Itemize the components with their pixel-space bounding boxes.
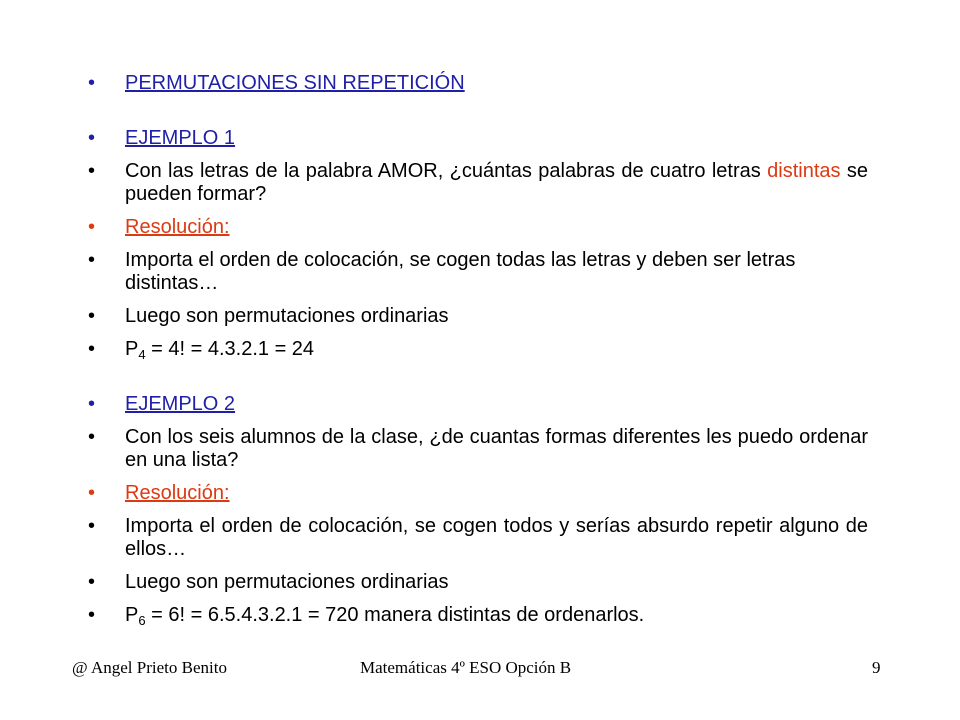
bullet: •	[88, 305, 96, 327]
bullet: •	[88, 72, 96, 94]
ex1-resolution-item	[88, 216, 868, 239]
bullet: •	[88, 571, 96, 593]
ex2-question: Con los seis alumnos de la clase, ¿de cuantas formas diferentes les puedo ordenar en una lista?	[125, 426, 868, 471]
footer-page-number: 9	[872, 658, 881, 677]
bullet: •	[88, 160, 96, 182]
bullet: •	[88, 338, 96, 360]
ex2-conclusion: Luego son permutaciones ordinarias	[125, 571, 449, 593]
ex2-question-item	[88, 426, 868, 472]
bullet: •	[88, 216, 96, 238]
ex1-title-item	[88, 127, 868, 150]
ex1-question-item	[88, 160, 868, 206]
ex1-conclusion: Luego son permutaciones ordinarias	[125, 305, 449, 327]
bullet: •	[88, 249, 96, 271]
ex2-resolution-item	[88, 482, 868, 505]
footer-course: Matemáticas 4º ESO Opción B	[360, 658, 572, 677]
ex2-conclusion-item	[88, 571, 868, 594]
ex2-title-item	[88, 393, 868, 416]
ex1-conclusion-item	[88, 305, 868, 328]
ex2-title[interactable]: EJEMPLO 2	[125, 393, 236, 415]
bullet: •	[88, 604, 96, 626]
ex1-formula-sub: 4	[138, 347, 146, 362]
ex1-formula-rest: = 4! = 4.3.2.1 = 24	[145, 338, 315, 360]
ex2-reasoning-item	[88, 515, 868, 561]
bullet: •	[88, 515, 96, 537]
bullet: •	[88, 482, 96, 504]
ex1-question-b: se pueden formar?	[125, 160, 868, 205]
ex1-formula-p: P	[125, 338, 139, 360]
ex2-formula-item	[88, 604, 868, 627]
ex2-formula-p: P	[125, 604, 139, 626]
heading-item	[88, 72, 868, 95]
ex2-formula-sub: 6	[138, 613, 146, 628]
ex1-question-a: Con las letras de la palabra AMOR, ¿cuántas palabras de cuatro letras	[125, 160, 768, 182]
ex2-reasoning: Importa el orden de colocación, se cogen todos y serías absurdo repetir alguno de ellos…	[125, 515, 868, 560]
ex1-resolution-label[interactable]: Resolución:	[125, 216, 230, 238]
ex1-question-highlight: distintas	[767, 160, 841, 182]
slide-content	[88, 72, 868, 637]
ex1-reasoning-item	[88, 249, 868, 295]
footer-author: @ Angel Prieto Benito	[72, 658, 227, 677]
bullet: •	[88, 426, 96, 448]
ex2-formula-rest: = 6! = 6.5.4.3.2.1 = 720 manera distintas de ordenarlos.	[145, 604, 645, 626]
ex1-reasoning: Importa el orden de colocación, se cogen todas las letras y deben ser letras distintas…	[125, 249, 796, 294]
section-heading[interactable]: PERMUTACIONES SIN REPETICIÓN	[125, 72, 465, 94]
ex1-formula-item	[88, 338, 868, 361]
ex2-resolution-label[interactable]: Resolución:	[125, 482, 230, 504]
bullet: •	[88, 127, 96, 149]
ex1-title[interactable]: EJEMPLO 1	[125, 127, 236, 149]
bullet: •	[88, 393, 96, 415]
